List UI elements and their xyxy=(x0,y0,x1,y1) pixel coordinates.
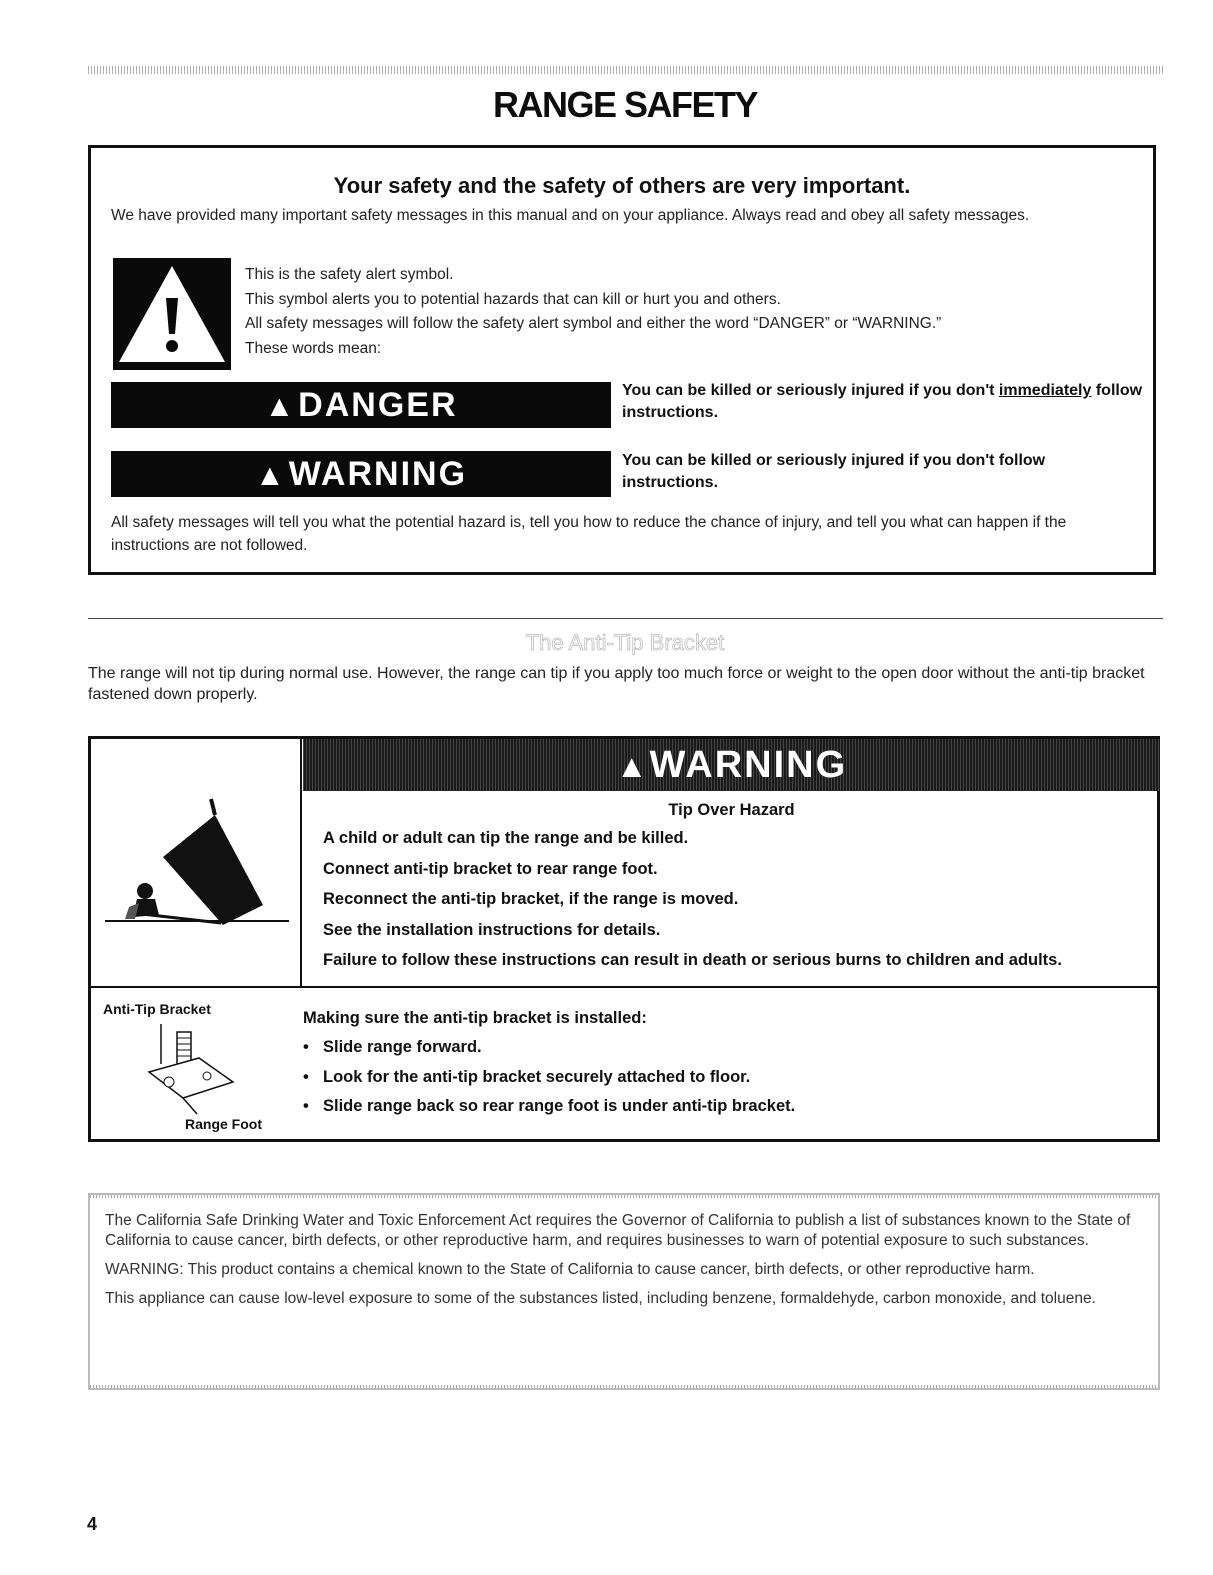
safety-closing: All safety messages will tell you what the potential hazard is, tell you how to reduce the chance of injury, and tell you what can happen if the instructions are not followed. xyxy=(111,514,1067,554)
danger-signal-bar xyxy=(111,382,611,428)
page-number: 4 xyxy=(87,1514,98,1534)
range-foot-label: Range Foot xyxy=(185,1116,262,1132)
symbol-line: These words mean: xyxy=(245,339,382,357)
symbol-line: All safety messages will follow the safety alert symbol and either the word “DANGER” or “WARNING.” xyxy=(245,315,942,332)
danger-emphasis: immediately xyxy=(998,382,1092,399)
hazard-line: Failure to follow these instructions can result in death or serious burns to children and adults. xyxy=(323,951,1062,969)
list-item xyxy=(303,1097,795,1127)
warning-banner xyxy=(303,739,1160,791)
alert-triangle-icon: ▲ xyxy=(254,459,285,492)
safety-alert-symbol-icon xyxy=(113,258,231,370)
step-text: Look for the anti-tip bracket securely attached to floor. xyxy=(323,1067,751,1086)
section-rule xyxy=(88,618,1163,619)
danger-label: DANGER xyxy=(298,386,458,424)
prop65-notice-box xyxy=(88,1193,1160,1390)
anti-tip-heading: The Anti-Tip Bracket xyxy=(525,630,725,655)
hazard-line: Connect anti-tip bracket to rear range foot. xyxy=(323,859,658,878)
alert-triangle-icon: ▲ xyxy=(264,390,295,423)
tip-over-warning-box xyxy=(88,736,1160,1142)
list-item xyxy=(303,1038,795,1068)
top-dotted-rule xyxy=(88,66,1163,74)
install-steps xyxy=(303,1038,795,1127)
danger-meaning xyxy=(622,380,1152,424)
prop65-paragraph: WARNING: This product contains a chemical known to the State of California to cause cancer, birth defects, or other reproductive harm. xyxy=(105,1261,1035,1278)
install-check-heading: Making sure the anti-tip bracket is installed: xyxy=(303,1009,647,1027)
prop65-paragraph: This appliance can cause low-level exposure to some of the substances listed, including benzene, formaldehyde, carbon monoxide, and toluene. xyxy=(105,1290,1096,1307)
prop65-paragraph: The California Safe Drinking Water and Toxic Enforcement Act requires the Governor of California to publish a list of substances known to the State of California to cause cancer, birth defects, or other reproductive harm, and requires businesses to warn of potential exposure to such substances. xyxy=(105,1212,1131,1249)
symbol-line: This is the safety alert symbol. xyxy=(245,266,454,283)
divider xyxy=(91,986,1157,988)
list-item xyxy=(303,1068,795,1098)
symbol-explanation xyxy=(245,263,1125,361)
hazard-line: See the installation instructions for details. xyxy=(323,920,661,939)
step-text: Slide range forward. xyxy=(323,1038,482,1056)
warning-label: WARNING xyxy=(288,455,468,493)
hazard-title: Tip Over Hazard xyxy=(668,801,795,819)
safety-heading: Your safety and the safety of others are very important. xyxy=(333,173,911,198)
alert-triangle-icon: ▲ xyxy=(615,748,650,784)
page-title: RANGE SAFETY xyxy=(492,84,758,125)
anti-tip-intro: The range will not tip during normal use. However, the range can tip if you apply too much force or weight to the open door without the anti-tip bracket fastened down properly. xyxy=(88,665,1145,703)
warning-label: WARNING xyxy=(649,744,848,786)
anti-tip-bracket-label: Anti-Tip Bracket xyxy=(103,1001,211,1017)
tipping-range-illustration xyxy=(103,795,291,935)
step-text: Slide range back so rear range foot is under anti-tip bracket. xyxy=(323,1097,796,1115)
warning-signal-bar xyxy=(111,451,611,497)
anti-tip-bracket-illustration xyxy=(139,1024,239,1116)
bullet-icon: • xyxy=(303,1097,309,1115)
hazard-line: A child or adult can tip the range and be killed. xyxy=(323,829,689,847)
bullet-icon: • xyxy=(303,1067,309,1086)
bullet-icon: • xyxy=(303,1038,309,1056)
danger-text: You can be killed or seriously injured if you don't xyxy=(622,382,999,399)
hazard-line: Reconnect the anti-tip bracket, if the range is moved. xyxy=(323,890,739,908)
prop65-text xyxy=(105,1211,1145,1318)
safety-messages-box xyxy=(88,145,1156,575)
hazard-lines xyxy=(323,829,1153,982)
danger-text-end: follow instructions. xyxy=(622,382,1143,421)
warning-meaning: You can be killed or seriously injured if you don't follow instructions. xyxy=(622,452,1046,491)
safety-intro: We have provided many important safety messages in this manual and on your appliance. Always read and obey all safety messages. xyxy=(111,207,1030,224)
symbol-line: This symbol alerts you to potential hazards that can kill or hurt you and others. xyxy=(245,290,781,308)
divider xyxy=(300,739,302,986)
